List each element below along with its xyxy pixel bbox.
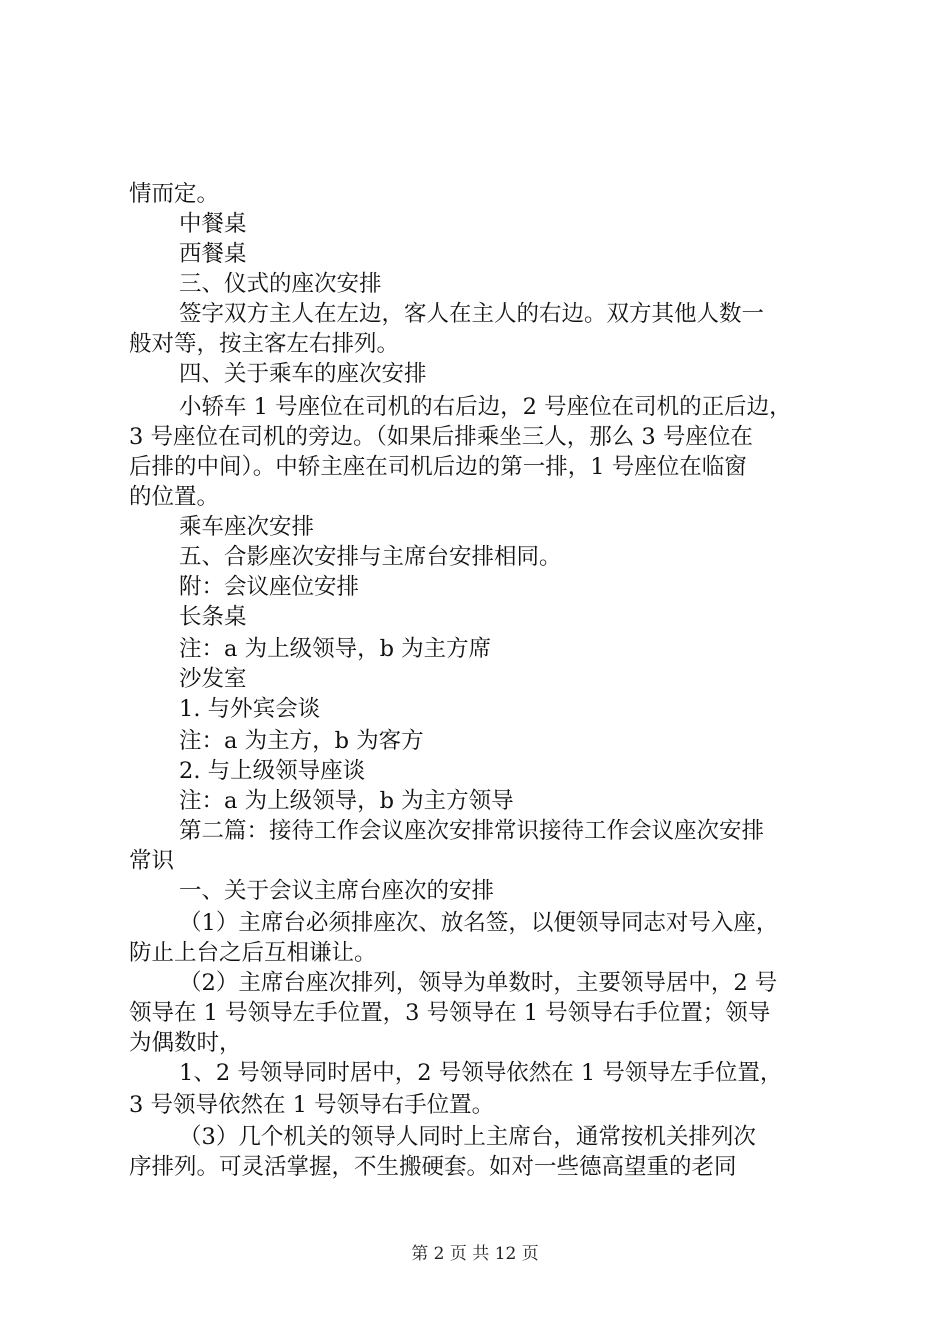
text-line: 序排列。可灵活掌握，不生搬硬套。如对一些德高望重的老同	[129, 1154, 737, 1180]
text-line: （1）主席台必须排座次、放名签，以便领导同志对号入座，	[179, 910, 779, 936]
page-number-footer: 第 2 页 共 12 页	[411, 1244, 539, 1264]
text-line: 1. 与外宾会谈	[179, 696, 321, 722]
text-line: 乘车座次安排	[179, 514, 315, 540]
text-line: 的位置。	[129, 484, 220, 510]
text-line: 后排的中间）。中轿主座在司机后边的第一排，1 号座位在临窗	[129, 454, 747, 480]
text-line: 注：a 为主方，b 为客方	[179, 728, 424, 754]
text-line: 附：会议座位安排	[179, 574, 360, 600]
text-line: 注：a 为上级领导，b 为主方领导	[179, 788, 514, 814]
section-heading: 一、关于会议主席台座次的安排	[179, 878, 495, 904]
text-line: 沙发室	[179, 666, 247, 692]
text-line: 3 号领导依然在 1 号领导右手位置。	[129, 1092, 495, 1118]
section-heading: 三、仪式的座次安排	[179, 271, 382, 297]
text-line: 注：a 为上级领导，b 为主方席	[179, 636, 492, 662]
text-line: 防止上台之后互相谦让。	[129, 940, 377, 966]
text-line: 西餐桌	[179, 241, 247, 267]
text-line: 签字双方主人在左边，客人在主人的右边。双方其他人数一	[179, 301, 765, 327]
text-line: 1、2 号领导同时居中，2 号领导依然在 1 号领导左手位置，	[179, 1060, 783, 1086]
chapter-heading: 常识	[129, 848, 175, 874]
text-line: 般对等，按主客左右排列。	[129, 331, 400, 357]
text-line: 3 号座位在司机的旁边。（如果后排乘坐三人，那么 3 号座位在	[129, 424, 753, 450]
text-line: （3）几个机关的领导人同时上主席台，通常按机关排列次	[179, 1124, 756, 1150]
text-line: 小轿车 1 号座位在司机的右后边，2 号座位在司机的正后边，	[179, 394, 792, 420]
text-line: 为偶数时，	[129, 1030, 242, 1056]
section-heading: 四、关于乘车的座次安排	[179, 361, 427, 387]
text-line: （2）主席台座次排列，领导为单数时，主要领导居中，2 号	[179, 970, 778, 996]
text-line: 中餐桌	[179, 211, 247, 237]
chapter-heading: 第二篇：接待工作会议座次安排常识接待工作会议座次安排	[179, 818, 765, 844]
section-heading: 五、合影座次安排与主席台安排相同。	[179, 544, 562, 570]
text-line: 领导在 1 号领导左手位置，3 号领导在 1 号领导右手位置；领导	[129, 1000, 771, 1026]
text-line: 2. 与上级领导座谈	[179, 758, 366, 784]
text-line: 情而定。	[129, 181, 220, 207]
text-line: 长条桌	[179, 604, 247, 630]
